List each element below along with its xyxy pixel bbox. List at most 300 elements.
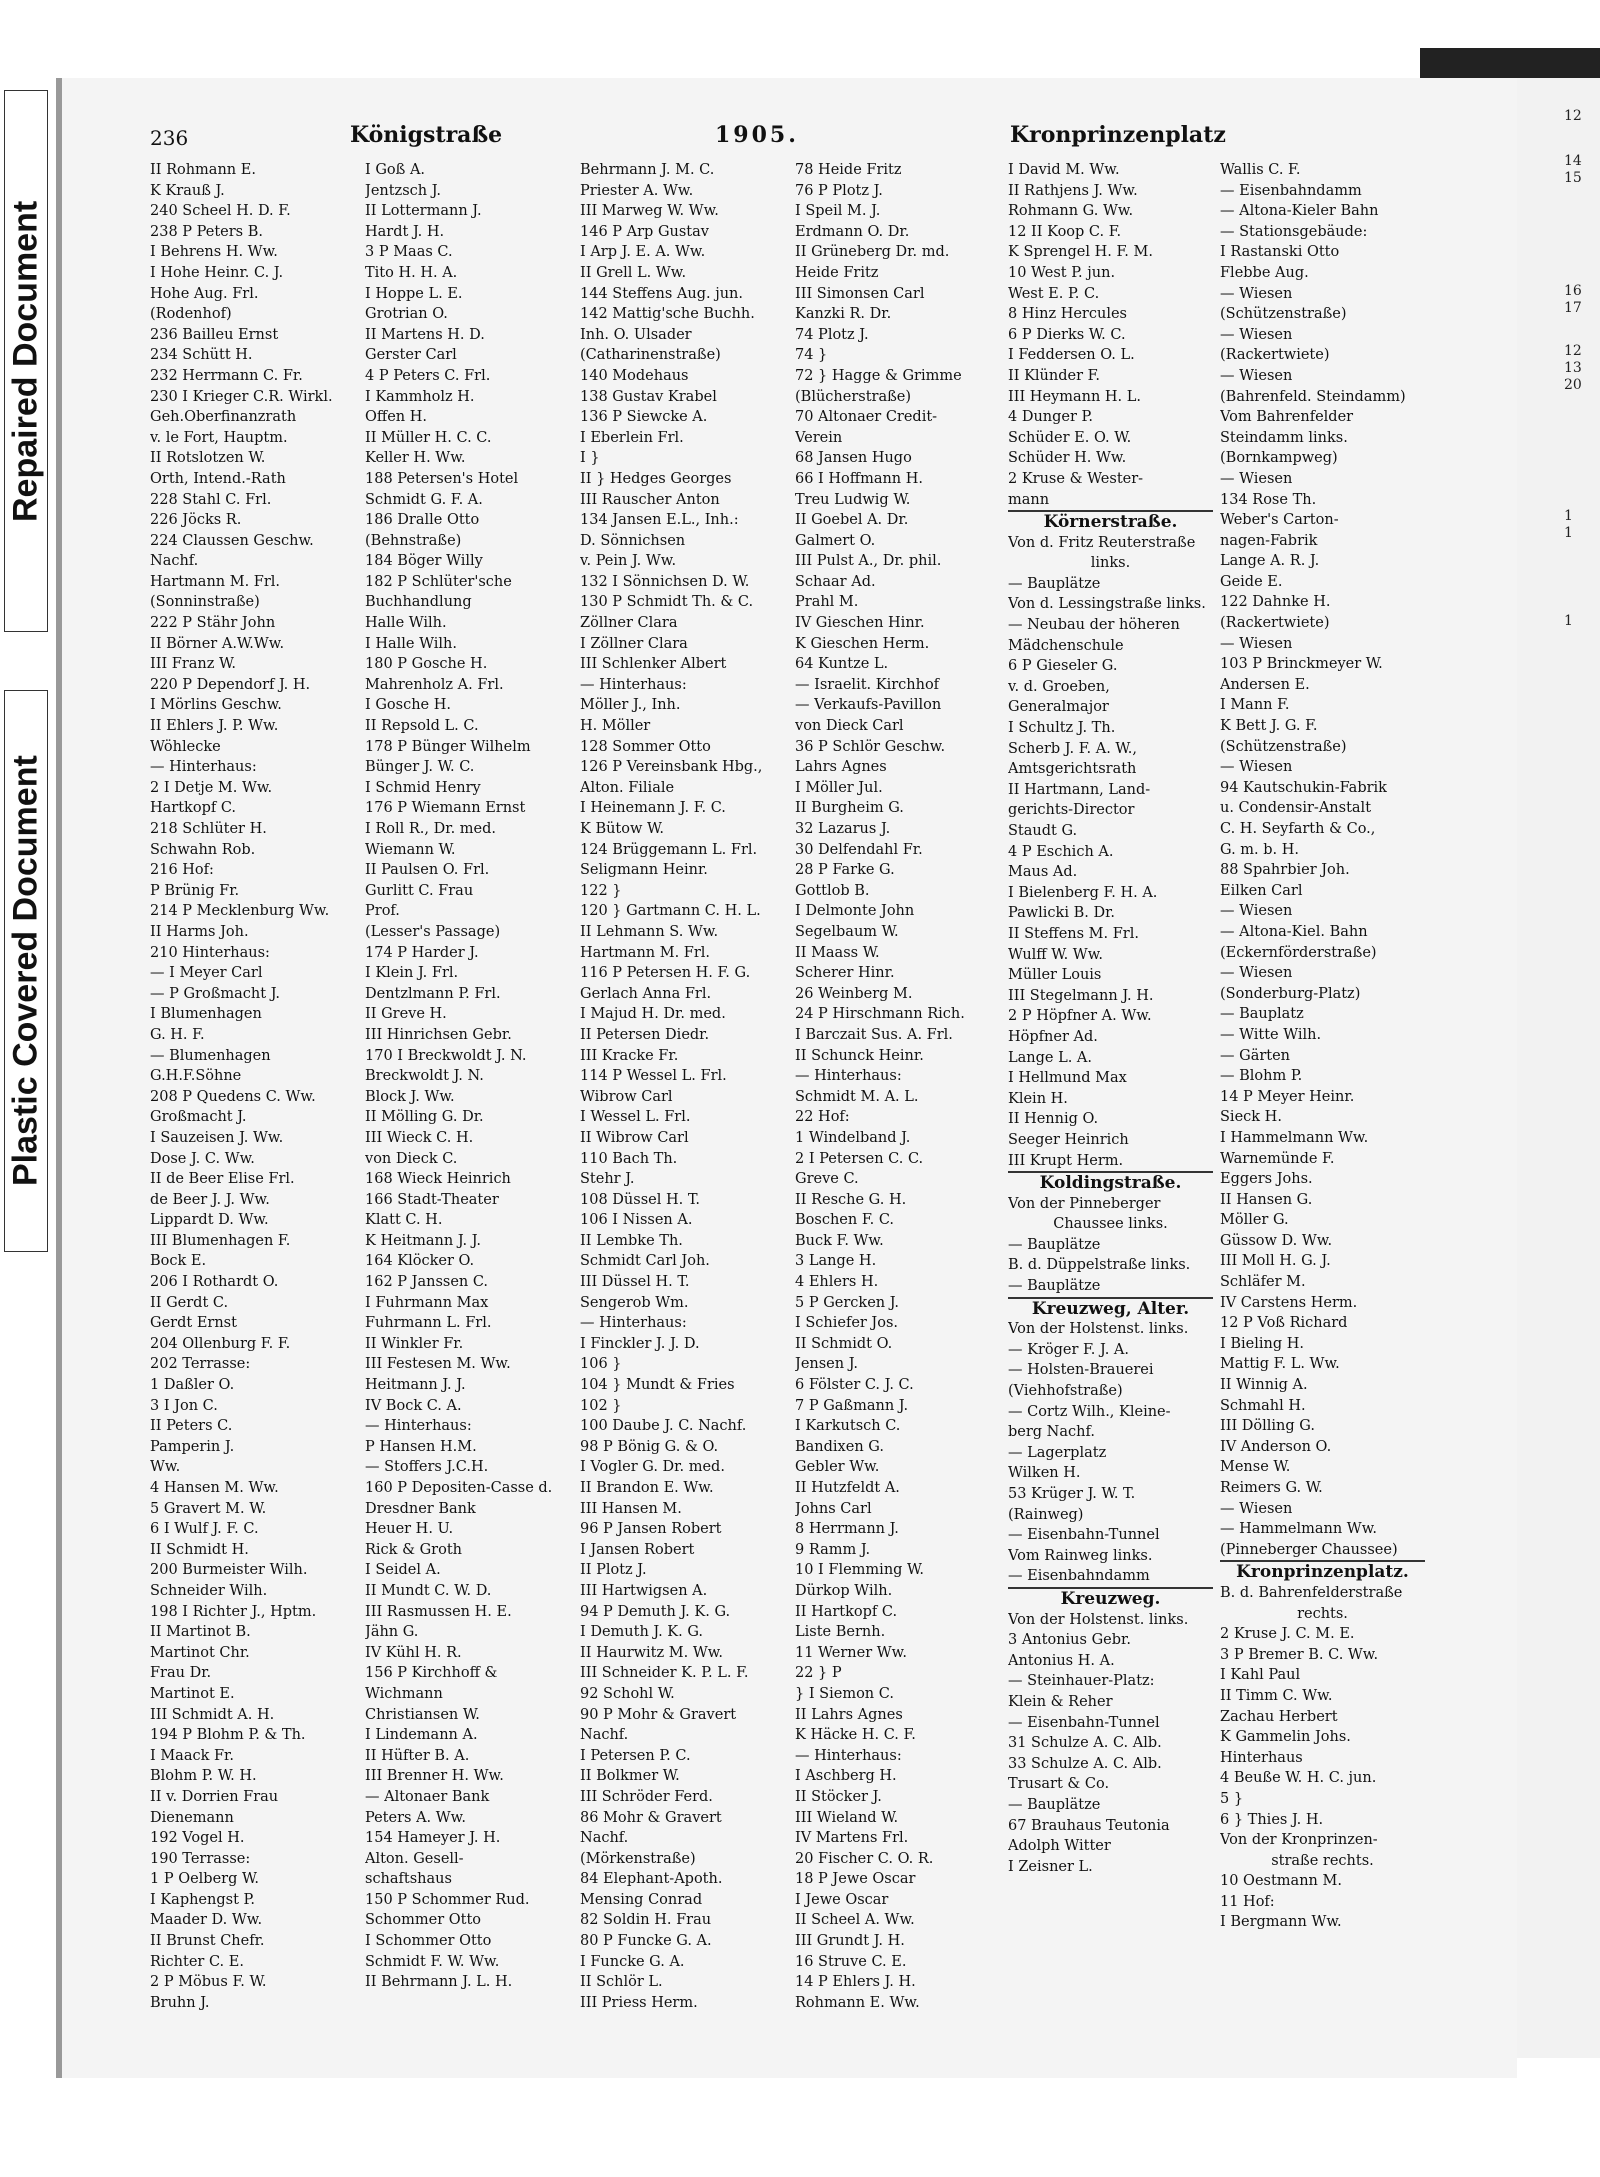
directory-line: Eggers Johs. [1220, 1171, 1313, 1188]
directory-line: 232 Herrmann C. Fr. [150, 367, 303, 384]
directory-line: Peters A. Ww. [365, 1809, 466, 1826]
directory-line: 124 Brüggemann L. Frl. [580, 841, 758, 858]
directory-line: v. d. Groeben, [1008, 678, 1110, 695]
directory-line: Zachau Herbert [1220, 1708, 1338, 1725]
column-6 [1220, 160, 1425, 1960]
directory-line: 1 P Oelberg W. [150, 1871, 259, 1888]
directory-line: Hartmann M. Frl. [580, 944, 711, 961]
directory-line: I Gosche H. [365, 697, 451, 714]
directory-line: I } [580, 450, 600, 467]
directory-line: Lippardt D. Ww. [150, 1212, 269, 1229]
directory-line: IV Carstens Herm. [1220, 1294, 1358, 1311]
directory-line: Jähn G. [365, 1624, 419, 1641]
directory-line: (Eckernförderstraße) [1220, 944, 1377, 961]
directory-line: II } Hedges Georges [580, 470, 732, 487]
directory-line: III Stegelmann J. H. [1008, 987, 1154, 1004]
directory-line: 4 P Eschich A. [1008, 843, 1114, 860]
directory-line: 186 Dralle Otto [365, 512, 480, 529]
directory-line: 2 Kruse J. C. M. E. [1220, 1626, 1355, 1643]
directory-line: 2 P Möbus F. W. [150, 1974, 267, 1991]
directory-line: 136 P Siewcke A. [580, 409, 708, 426]
directory-line: 2 I Petersen C. C. [795, 1150, 924, 1167]
directory-line: II Hutzfeldt A. [795, 1480, 900, 1496]
directory-line: Jentzsch J. [365, 182, 442, 199]
directory-line: C. H. Seyfarth & Co., [1220, 821, 1376, 837]
edge-number: 12 [1564, 108, 1582, 124]
directory-line: 210 Hinterhaus: [150, 944, 270, 961]
directory-line: — Altona-Kieler Bahn [1220, 203, 1379, 220]
directory-line: Martinot E. [150, 1685, 235, 1702]
directory-line: Bünger J. W. C. [365, 759, 475, 776]
directory-line: B. d. Bahrenfelderstraße [1220, 1584, 1403, 1601]
directory-line: 72 } Hagge & Grimme [795, 367, 962, 384]
directory-line: III Brenner H. Ww. [365, 1768, 504, 1785]
directory-line: Treu Ludwig W. [795, 491, 911, 508]
directory-line: 6 } Thies J. H. [1220, 1811, 1324, 1828]
directory-line: Reimers G. W. [1220, 1480, 1323, 1496]
directory-line: 66 I Hoffmann H. [795, 470, 924, 487]
directory-line: III Krupt Herm. [1008, 1152, 1124, 1169]
directory-line: II Lottermann J. [365, 203, 482, 220]
directory-line: Schüder H. Ww. [1008, 450, 1127, 467]
directory-line: — Eisenbahn-Tunnel [1008, 1527, 1160, 1544]
directory-line: G. m. b. H. [1220, 841, 1300, 858]
directory-line: Warnemünde F. [1220, 1150, 1335, 1167]
directory-line: III Hansen M. [580, 1500, 682, 1517]
directory-line: Hartkopf C. [150, 800, 237, 817]
directory-line: 200 Burmeister Wilh. [150, 1562, 308, 1579]
directory-line: II Schmidt O. [795, 1335, 893, 1352]
directory-line: de Beer J. J. Ww. [150, 1191, 270, 1208]
directory-line: II Harms Joh. [150, 923, 249, 940]
directory-line: 4 Hansen M. Ww. [150, 1480, 279, 1496]
directory-line: 168 Wieck Heinrich [365, 1171, 511, 1188]
directory-line: Von d. Lessingstraße links. [1008, 596, 1206, 613]
directory-line: Seeger Heinrich [1008, 1131, 1129, 1148]
directory-line: Hartmann M. Frl. [150, 573, 281, 590]
directory-line: G.H.F.Söhne [150, 1068, 242, 1085]
directory-line: I Heinemann J. F. C. [580, 800, 726, 817]
directory-line: Von der Pinneberger [1008, 1195, 1161, 1212]
directory-line: 1 Windelband J. [795, 1129, 911, 1146]
directory-line: Behrmann J. M. C. [580, 162, 715, 178]
directory-line: Schüder E. O. W. [1008, 429, 1132, 446]
directory-line: II Repsold L. C. [365, 718, 479, 735]
directory-line: I Arp J. E. A. Ww. [580, 244, 706, 261]
directory-line: von Dieck C. [365, 1150, 458, 1167]
directory-line: I Funcke G. A. [580, 1953, 685, 1970]
directory-line: 214 P Mecklenburg Ww. [150, 903, 330, 920]
directory-line: II Schmidt H. [150, 1541, 249, 1558]
directory-line: Pawlicki B. Dr. [1008, 905, 1116, 922]
directory-line: Dürkop Wilh. [795, 1582, 893, 1599]
directory-line: 22 } P [795, 1665, 842, 1682]
directory-line: 94 P Demuth J. K. G. [580, 1603, 731, 1620]
directory-line: I Wessel L. Frl. [580, 1109, 691, 1126]
directory-line: Nachf. [150, 553, 199, 570]
directory-line: IV Bock C. A. [365, 1397, 462, 1414]
directory-line: 80 P Funcke G. A. [580, 1933, 712, 1950]
directory-line: 108 Düssel H. T. [580, 1191, 700, 1208]
directory-line: Antonius H. A. [1008, 1652, 1115, 1669]
directory-line: II Gerdt C. [150, 1294, 229, 1311]
directory-line: II Stöcker J. [795, 1788, 882, 1805]
directory-line: 198 I Richter J., Hptm. [150, 1603, 317, 1620]
directory-line: (Sonderburg-Platz) [1220, 985, 1361, 1002]
directory-line: (Behnstraße) [365, 532, 462, 549]
directory-line: I Lindemann A. [365, 1727, 478, 1744]
directory-line: II Börner A.W.Ww. [150, 635, 285, 652]
directory-line: Gottlob B. [795, 882, 870, 899]
street-heading: Kronprinzenplatz. [1220, 1560, 1425, 1583]
directory-line: I Klein J. Frl. [365, 965, 459, 982]
directory-line: II Klünder F. [1008, 367, 1101, 384]
directory-line: 228 Stahl C. Frl. [150, 491, 272, 508]
directory-line: — Bauplätze [1008, 1796, 1101, 1813]
directory-line: 206 I Rothardt O. [150, 1274, 279, 1291]
directory-line: 84 Elephant-Apoth. [580, 1871, 723, 1888]
directory-line: — Blumenhagen [150, 1047, 271, 1064]
directory-line: — Holsten-Brauerei [1008, 1362, 1154, 1379]
directory-line: G. H. F. [150, 1026, 205, 1043]
directory-line: I Hohe Heinr. C. J. [150, 264, 284, 281]
directory-line: I Schommer Otto [365, 1933, 492, 1950]
directory-line: Nachf. [580, 1727, 629, 1744]
directory-line: — Wiesen [1220, 470, 1293, 487]
directory-line: I Sauzeisen J. Ww. [150, 1129, 284, 1146]
directory-line: 234 Schütt H. [150, 347, 253, 364]
directory-line: 82 Soldin H. Frau [580, 1912, 712, 1929]
directory-line: (Rackertwiete) [1220, 615, 1330, 632]
directory-line: — Hinterhaus: [150, 759, 257, 776]
directory-line: (Blücherstraße) [795, 388, 912, 405]
street-heading: Körnerstraße. [1008, 510, 1213, 533]
directory-line: berg Nachf. [1008, 1424, 1095, 1441]
directory-line: 204 Ollenburg F. F. [150, 1335, 291, 1352]
directory-line: IV Gieschen Hinr. [795, 615, 925, 632]
directory-line: Priester A. Ww. [580, 182, 694, 199]
directory-line: 238 P Peters B. [150, 223, 263, 240]
street-heading: Kreuzweg, Alter. [1008, 1297, 1213, 1320]
directory-line: Alton. Filiale [580, 779, 675, 796]
directory-line: Gerdt Ernst [150, 1315, 237, 1332]
directory-line: I Bielenberg F. H. A. [1008, 884, 1158, 901]
directory-line: I Schmid Henry [365, 779, 481, 796]
directory-line: — Cortz Wilh., Kleine- [1008, 1403, 1171, 1420]
directory-line: — Gärten [1220, 1047, 1291, 1064]
column-3 [580, 160, 785, 2011]
directory-line: III Rasmussen H. E. [365, 1603, 512, 1620]
edge-number: 1 [1564, 613, 1573, 629]
directory-line: 5 Gravert M. W. [150, 1500, 267, 1517]
directory-line: H. Möller [580, 718, 651, 735]
directory-line: Geide E. [1220, 573, 1283, 590]
directory-line: 74 Plotz J. [795, 326, 869, 343]
directory-line: Höpfner Ad. [1008, 1028, 1098, 1045]
directory-line: Mense W. [1220, 1459, 1291, 1476]
directory-line: 202 Terrasse: [150, 1356, 251, 1373]
directory-line: Maus Ad. [1008, 864, 1078, 881]
directory-line: II Grüneberg Dr. md. [795, 244, 950, 261]
directory-line: — Wiesen [1220, 285, 1293, 302]
directory-line: Chaussee links. [1053, 1216, 1168, 1233]
directory-line: III Hartwigsen A. [580, 1582, 708, 1599]
directory-line: Fuhrmann L. Frl. [365, 1315, 492, 1332]
directory-line: (Sonninstraße) [150, 594, 260, 611]
directory-line: Schmidt M. A. L. [795, 1088, 919, 1105]
directory-line: 120 } Gartmann C. H. L. [580, 903, 761, 920]
directory-line: II Maass W. [795, 944, 880, 961]
directory-line: Scherer Hinr. [795, 965, 895, 982]
directory-line: I Schultz J. Th. [1008, 720, 1116, 737]
directory-line: Heide Fritz [795, 264, 879, 281]
directory-line: — Eisenbahndamm [1220, 182, 1362, 199]
directory-line: 156 P Kirchhoff & [365, 1665, 498, 1682]
street-heading: Kreuzweg. [1008, 1587, 1213, 1610]
directory-line: K Sprengel H. F. M. [1008, 244, 1153, 261]
directory-line: K Häcke H. C. F. [795, 1727, 916, 1744]
directory-line: Galmert O. [795, 532, 876, 549]
edge-number: 20 [1564, 377, 1582, 393]
directory-line: Breckwoldt J. N. [365, 1068, 484, 1085]
directory-line: 20 Fischer C. O. R. [795, 1850, 934, 1867]
directory-line: 154 Hameyer J. H. [365, 1830, 501, 1847]
directory-line: Prof. [365, 903, 400, 920]
directory-line: 26 Weinberg M. [795, 985, 913, 1002]
directory-line: 28 P Farke G. [795, 862, 895, 879]
directory-line: 3 Antonius Gebr. [1008, 1632, 1131, 1649]
directory-line: — Wiesen [1220, 635, 1293, 652]
directory-line: (Bahrenfeld. Steindamm) [1220, 388, 1406, 405]
directory-line: 116 P Petersen H. F. G. [580, 965, 751, 982]
directory-line: 142 Mattig'sche Buchh. [580, 306, 755, 323]
directory-line: — Eisenbahndamm [1008, 1568, 1150, 1585]
directory-line: 178 P Bünger Wilhelm [365, 738, 531, 755]
directory-line: I Jansen Robert [580, 1541, 695, 1558]
directory-line: I Zeisner L. [1008, 1858, 1093, 1875]
directory-line: 10 Oestmann M. [1220, 1873, 1342, 1890]
directory-line: II Hennig O. [1008, 1111, 1099, 1128]
edge-number: 1 [1564, 508, 1573, 524]
directory-line: Pamperin J. [150, 1438, 235, 1455]
directory-line: Adolph Witter [1008, 1838, 1111, 1855]
directory-line: I Speil M. J. [795, 203, 881, 220]
directory-line: II Lembke Th. [580, 1232, 683, 1249]
directory-line: Heuer H. U. [365, 1521, 454, 1538]
directory-line: Jensen J. [795, 1356, 858, 1373]
directory-line: 160 P Depositen-Casse d. [365, 1480, 553, 1496]
directory-line: II Bolkmer W. [580, 1768, 680, 1785]
directory-line: — Wiesen [1220, 1500, 1293, 1517]
directory-line: — Witte Wilh. [1220, 1026, 1322, 1043]
directory-line: Bandixen G. [795, 1438, 884, 1455]
directory-line: (Schützenstraße) [1220, 306, 1347, 323]
directory-line: Buck F. Ww. [795, 1232, 884, 1249]
directory-line: 4 P Peters C. Frl. [365, 367, 491, 384]
directory-line: — Bauplätze [1008, 1278, 1101, 1295]
directory-line: — Wiesen [1220, 965, 1293, 982]
directory-line: 5 } [1220, 1790, 1244, 1807]
directory-line: 14 P Meyer Heinr. [1220, 1088, 1355, 1105]
directory-line: I Barczait Sus. A. Frl. [795, 1026, 953, 1043]
directory-line: Offen H. [365, 409, 427, 426]
directory-line: 3 P Bremer B. C. Ww. [1220, 1646, 1379, 1663]
directory-line: Hohe Aug. Frl. [150, 285, 259, 302]
directory-line: I Karkutsch C. [795, 1418, 901, 1435]
directory-line: 4 Dunger P. [1008, 409, 1093, 426]
directory-line: Generalmajor [1008, 699, 1109, 716]
directory-line: II Hartmann, Land- [1008, 781, 1151, 798]
directory-line: (Mörkenstraße) [580, 1850, 696, 1867]
directory-line: Inh. O. Ulsader [580, 326, 692, 343]
directory-line: 92 Schohl W. [580, 1685, 675, 1702]
directory-line: 6 P Dierks W. C. [1008, 326, 1126, 343]
directory-line: Nachf. [580, 1830, 629, 1847]
directory-line: 218 Schlüter H. [150, 821, 267, 837]
directory-line: 182 P Schlüter'sche [365, 573, 512, 590]
directory-line: u. Condensir-Anstalt [1220, 800, 1372, 817]
directory-line: 106 } [580, 1356, 622, 1373]
directory-line: 144 Steffens Aug. jun. [580, 285, 743, 302]
directory-line: Gebler Ww. [795, 1459, 880, 1476]
directory-line: 130 P Schmidt Th. & C. [580, 594, 754, 611]
directory-line: — Verkaufs-Pavillon [795, 697, 942, 714]
directory-line: Wallis C. F. [1220, 162, 1301, 178]
directory-line: II Winkler Fr. [365, 1335, 464, 1352]
directory-line: II v. Dorrien Frau [150, 1788, 279, 1805]
column-4 [795, 160, 1000, 2011]
directory-line: K Heitmann J. J. [365, 1232, 482, 1249]
directory-line: gerichts-Director [1008, 802, 1135, 819]
directory-line: 190 Terrasse: [150, 1850, 251, 1867]
directory-line: 164 Klöcker O. [365, 1253, 475, 1270]
directory-line: — I Meyer Carl [150, 965, 263, 982]
directory-line: III Schmidt A. H. [150, 1706, 275, 1723]
directory-line: III Schlenker Albert [580, 656, 727, 673]
directory-line: 8 Hinz Hercules [1008, 306, 1127, 323]
directory-line: Rohmann G. Ww. [1008, 203, 1134, 220]
directory-line: Greve C. [795, 1171, 859, 1188]
directory-line: 7 P Gaßmann J. [795, 1397, 909, 1414]
directory-line: Sengerob Wm. [580, 1294, 689, 1311]
directory-line: Boschen F. C. [795, 1212, 895, 1229]
column-1 [150, 160, 355, 2011]
column-2 [365, 160, 570, 1991]
directory-line: II Scheel A. Ww. [795, 1912, 915, 1929]
directory-line: Dresdner Bank [365, 1500, 476, 1517]
directory-line: K Gammelin Johs. [1220, 1729, 1351, 1746]
directory-line: I Blumenhagen [150, 1006, 262, 1023]
directory-line: Alton. Gesell- [365, 1850, 464, 1867]
directory-line: III Schneider K. P. L. F. [580, 1665, 749, 1682]
directory-line: III Wieland W. [795, 1809, 899, 1826]
directory-line: I Behrens H. Ww. [150, 244, 278, 261]
directory-line: Johns Carl [795, 1500, 872, 1517]
directory-line: Wulff W. Ww. [1008, 946, 1103, 963]
directory-line: II Ehlers J. P. Ww. [150, 718, 279, 735]
page-header [150, 122, 1390, 156]
directory-line: (Viehhofstraße) [1008, 1383, 1123, 1400]
directory-line: I Finckler J. J. D. [580, 1335, 700, 1352]
directory-line: — Hinterhaus: [795, 1068, 902, 1085]
directory-line: 6 Fölster C. J. C. [795, 1377, 914, 1394]
directory-line: III Schröder Ferd. [580, 1788, 713, 1805]
directory-line: Klein & Reher [1008, 1693, 1113, 1710]
directory-line: 96 P Jansen Robert [580, 1521, 722, 1538]
directory-line: III Pulst A., Dr. phil. [795, 553, 942, 570]
directory-line: Flebbe Aug. [1220, 264, 1309, 281]
directory-line: Amtsgerichtsrath [1008, 761, 1137, 778]
directory-line: 53 Krüger J. W. T. [1008, 1486, 1136, 1502]
directory-line: Wilken H. [1008, 1465, 1081, 1482]
directory-line: Hinterhaus [1220, 1749, 1303, 1766]
directory-line: Andersen E. [1220, 676, 1310, 693]
directory-line: I Bieling H. [1220, 1335, 1304, 1352]
directory-line: 90 P Mohr & Gravert [580, 1706, 737, 1723]
directory-line: links. [1090, 555, 1131, 572]
directory-line: II Brandon E. Ww. [580, 1480, 714, 1496]
directory-line: III Kracke Fr. [580, 1047, 679, 1064]
directory-line: Hardt J. H. [365, 223, 445, 240]
directory-line: II Mölling G. Dr. [365, 1109, 484, 1126]
directory-line: III Moll H. G. J. [1220, 1253, 1331, 1270]
directory-line: II Mundt C. W. D. [365, 1582, 492, 1599]
directory-line: 4 Ehlers H. [795, 1274, 879, 1291]
directory-line: I Petersen P. C. [580, 1747, 691, 1764]
directory-line: 184 Böger Willy [365, 553, 483, 570]
directory-line: II Lehmann S. Ww. [580, 923, 719, 940]
directory-line: 236 Bailleu Ernst [150, 326, 279, 343]
repaired-document-label: Repaired Document [4, 90, 48, 632]
directory-line: (Pinneberger Chaussee) [1220, 1541, 1398, 1558]
directory-line: I Vogler G. Dr. med. [580, 1459, 725, 1476]
directory-line: — Hinterhaus: [365, 1418, 472, 1435]
directory-line: Lange A. R. J. [1220, 553, 1320, 570]
directory-line: 104 } Mundt & Fries [580, 1377, 735, 1394]
directory-line: I Rastanski Otto [1220, 244, 1340, 261]
directory-line: II Schlör L. [580, 1974, 663, 1991]
directory-line: schaftshaus [365, 1871, 452, 1888]
directory-line: Orth, Intend.-Rath [150, 470, 286, 487]
edge-number: 12 [1564, 343, 1582, 359]
directory-line: Richter C. E. [150, 1953, 244, 1970]
directory-line: 86 Mohr & Gravert [580, 1809, 722, 1826]
directory-line: III Marweg W. Ww. [580, 203, 719, 220]
directory-line: I Jewe Oscar [795, 1891, 889, 1908]
directory-line: Block J. Ww. [365, 1088, 455, 1105]
directory-line: I Delmonte John [795, 903, 915, 920]
directory-line: Frau Dr. [150, 1665, 212, 1682]
directory-line: — Hammelmann Ww. [1220, 1521, 1378, 1538]
directory-line: 102 } [580, 1397, 622, 1414]
edge-number: 14 [1564, 153, 1582, 169]
directory-line: Prahl M. [795, 594, 859, 611]
directory-line: Lahrs Agnes [795, 759, 887, 776]
directory-line: I David M. Ww. [1008, 162, 1120, 178]
directory-line: Mensing Conrad [580, 1891, 703, 1908]
directory-line: — P Großmacht J. [150, 985, 280, 1002]
directory-line: I Aschberg H. [795, 1768, 897, 1785]
directory-line: K Gieschen Herm. [795, 635, 930, 652]
directory-line: I Maack Fr. [150, 1747, 234, 1764]
directory-line: Gerster Carl [365, 347, 457, 364]
directory-line: 64 Kuntze L. [795, 656, 889, 673]
directory-line: Müller Louis [1008, 967, 1102, 984]
directory-line: II Petersen Diedr. [580, 1026, 710, 1043]
directory-line: 140 Modehaus [580, 367, 689, 384]
directory-line: — Stoffers J.C.H. [365, 1459, 489, 1476]
directory-line: Schwahn Rob. [150, 841, 256, 858]
